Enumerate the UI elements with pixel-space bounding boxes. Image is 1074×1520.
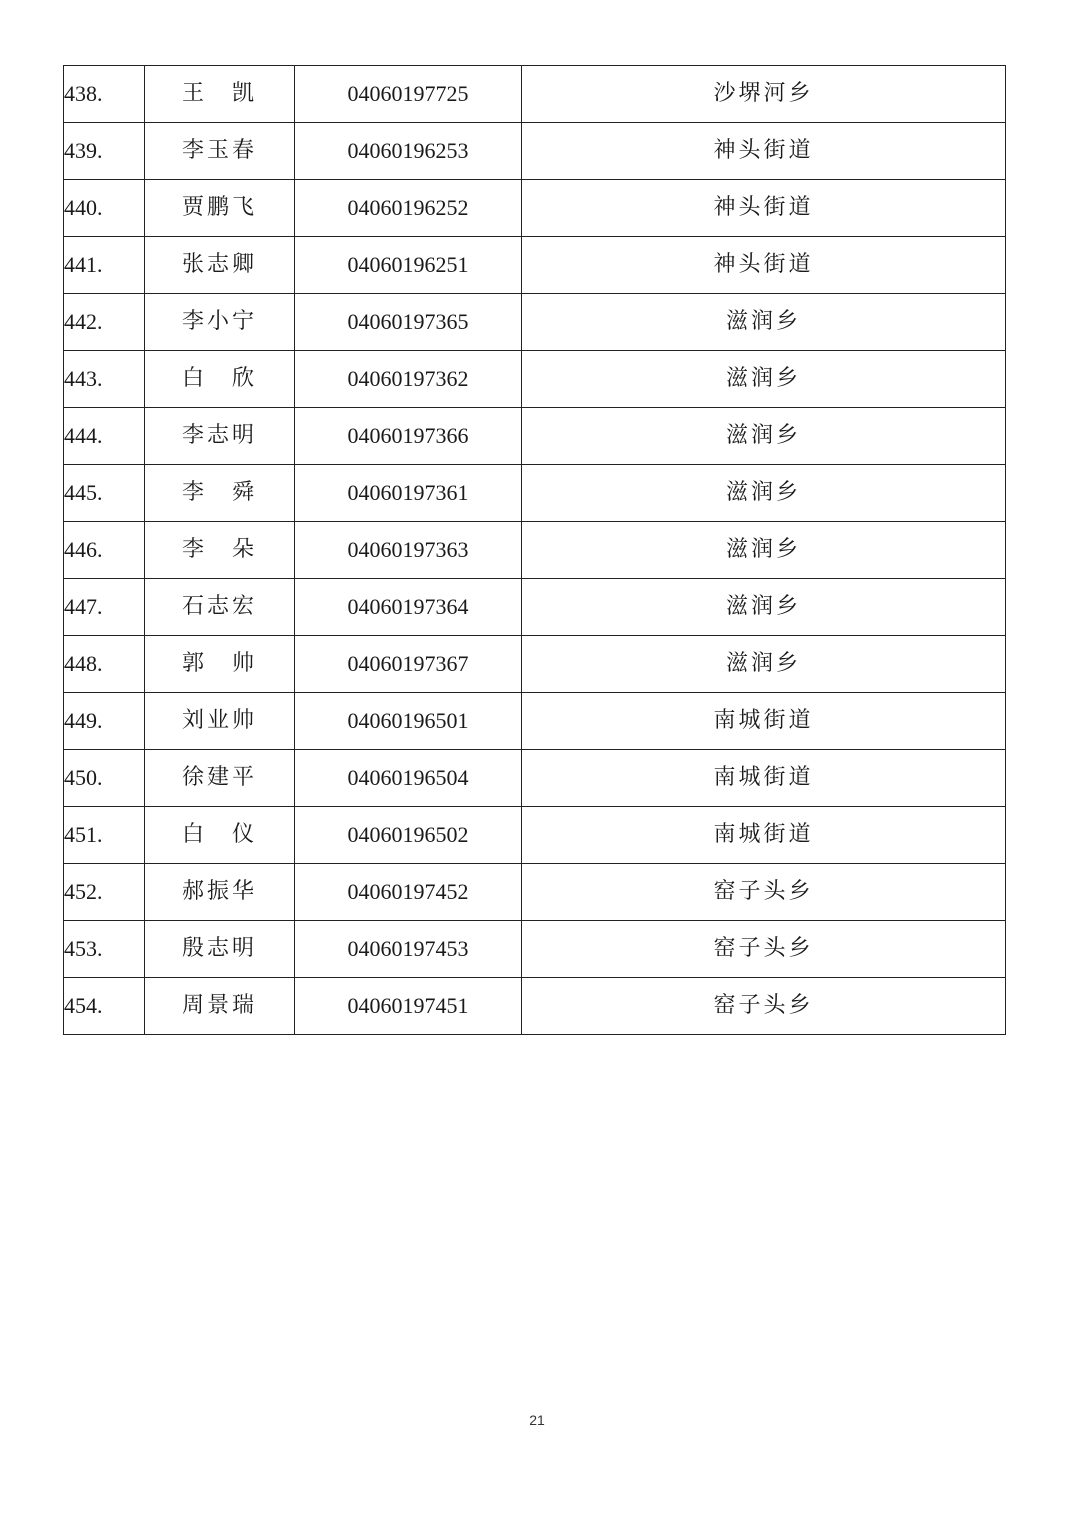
id-number-cell: 04060196504 (295, 750, 522, 807)
roster-table-body (64, 66, 1006, 1035)
name-cell: 刘业帅 (145, 693, 295, 750)
area-cell: 神头街道 (522, 237, 1006, 294)
table-row (64, 921, 1006, 978)
row-number-cell: 447. (64, 579, 145, 636)
table-row (64, 294, 1006, 351)
row-number-cell: 438. (64, 66, 145, 123)
row-number-cell: 442. (64, 294, 145, 351)
row-number-cell: 445. (64, 465, 145, 522)
name-cell: 李志明 (145, 408, 295, 465)
row-number-cell: 451. (64, 807, 145, 864)
name-cell: 徐建平 (145, 750, 295, 807)
area-cell: 窑子头乡 (522, 864, 1006, 921)
id-number-cell: 04060196252 (295, 180, 522, 237)
row-number-cell: 454. (64, 978, 145, 1035)
id-number-cell: 04060197452 (295, 864, 522, 921)
table-row (64, 807, 1006, 864)
area-cell: 滋润乡 (522, 579, 1006, 636)
name-cell: 李 朵 (145, 522, 295, 579)
name-cell: 殷志明 (145, 921, 295, 978)
name-cell: 贾鹏飞 (145, 180, 295, 237)
table-row (64, 465, 1006, 522)
row-number-cell: 441. (64, 237, 145, 294)
table-row (64, 408, 1006, 465)
id-number-cell: 04060196501 (295, 693, 522, 750)
name-cell: 郭 帅 (145, 636, 295, 693)
row-number-cell: 453. (64, 921, 145, 978)
table-row (64, 351, 1006, 408)
name-cell: 李小宁 (145, 294, 295, 351)
row-number-cell: 444. (64, 408, 145, 465)
table-row (64, 636, 1006, 693)
name-cell: 李 舜 (145, 465, 295, 522)
table-row (64, 237, 1006, 294)
name-cell: 周景瑞 (145, 978, 295, 1035)
page-number: 21 (529, 1412, 545, 1428)
area-cell: 滋润乡 (522, 636, 1006, 693)
row-number-cell: 443. (64, 351, 145, 408)
area-cell: 窑子头乡 (522, 978, 1006, 1035)
id-number-cell: 04060197725 (295, 66, 522, 123)
table-row (64, 123, 1006, 180)
id-number-cell: 04060197451 (295, 978, 522, 1035)
area-cell: 滋润乡 (522, 351, 1006, 408)
table-row (64, 579, 1006, 636)
area-cell: 滋润乡 (522, 294, 1006, 351)
name-cell: 石志宏 (145, 579, 295, 636)
id-number-cell: 04060197366 (295, 408, 522, 465)
area-cell: 滋润乡 (522, 522, 1006, 579)
name-cell: 白 仪 (145, 807, 295, 864)
id-number-cell: 04060197362 (295, 351, 522, 408)
row-number-cell: 446. (64, 522, 145, 579)
table-row (64, 522, 1006, 579)
name-cell: 王 凯 (145, 66, 295, 123)
row-number-cell: 449. (64, 693, 145, 750)
row-number-cell: 450. (64, 750, 145, 807)
table-row (64, 693, 1006, 750)
area-cell: 神头街道 (522, 180, 1006, 237)
table-row (64, 750, 1006, 807)
id-number-cell: 04060197364 (295, 579, 522, 636)
area-cell: 滋润乡 (522, 465, 1006, 522)
row-number-cell: 452. (64, 864, 145, 921)
id-number-cell: 04060197363 (295, 522, 522, 579)
name-cell: 李玉春 (145, 123, 295, 180)
name-cell: 郝振华 (145, 864, 295, 921)
area-cell: 神头街道 (522, 123, 1006, 180)
table-row (64, 864, 1006, 921)
row-number-cell: 440. (64, 180, 145, 237)
id-number-cell: 04060197453 (295, 921, 522, 978)
roster-table (63, 65, 1006, 1035)
id-number-cell: 04060196251 (295, 237, 522, 294)
area-cell: 南城街道 (522, 750, 1006, 807)
area-cell: 南城街道 (522, 693, 1006, 750)
id-number-cell: 04060196502 (295, 807, 522, 864)
id-number-cell: 04060197361 (295, 465, 522, 522)
id-number-cell: 04060196253 (295, 123, 522, 180)
name-cell: 张志卿 (145, 237, 295, 294)
table-row (64, 978, 1006, 1035)
area-cell: 沙堺河乡 (522, 66, 1006, 123)
table-row (64, 66, 1006, 123)
id-number-cell: 04060197367 (295, 636, 522, 693)
area-cell: 南城街道 (522, 807, 1006, 864)
row-number-cell: 439. (64, 123, 145, 180)
table-row (64, 180, 1006, 237)
area-cell: 窑子头乡 (522, 921, 1006, 978)
row-number-cell: 448. (64, 636, 145, 693)
id-number-cell: 04060197365 (295, 294, 522, 351)
name-cell: 白 欣 (145, 351, 295, 408)
area-cell: 滋润乡 (522, 408, 1006, 465)
